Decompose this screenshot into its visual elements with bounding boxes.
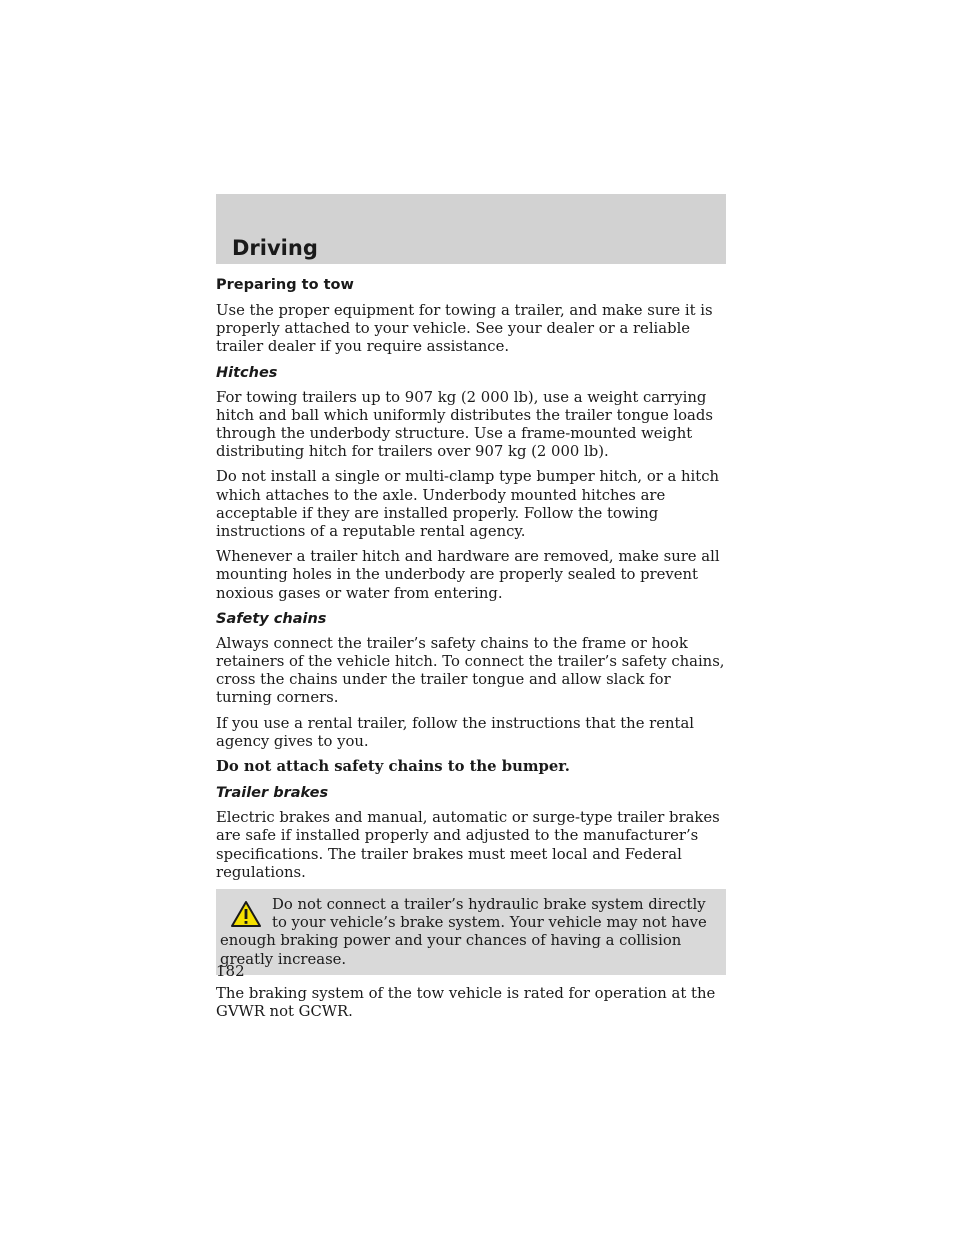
paragraph-trailer-brakes-2: The braking system of the tow vehicle is rated for operation at the GVWR not GCWR. <box>216 984 716 1021</box>
section-header-band <box>216 194 726 264</box>
paragraph-hitches-2: Do not install a single or multi-clamp type bumper hitch, or a hitch which attaches to the axle. Underbody mounted hitches are acceptable if they are installed properly. Follow the towing instructions of a reputable rental agency. <box>216 468 720 541</box>
paragraph-hitches-1: For towing trailers up to 907 kg (2 000 lb), use a weight carrying hitch and ball which uniformly distributes the trailer tongue loads through the underbody structure. Use a frame-mounted weight distributing hitch for trailers over 907 kg (2 000 lb). <box>216 388 713 461</box>
paragraph-safety-chains-2: If you use a rental trailer, follow the instructions that the rental agency gives to you. <box>216 714 695 750</box>
paragraph-trailer-brakes-1: Electric brakes and manual, automatic or surge-type trailer brakes are safe if installed properly and adjusted to the manufacturer’s specifications. The trailer brakes must meet local and Federal regulations. <box>216 809 720 881</box>
heading-safety-chains: Safety chains <box>216 610 327 627</box>
warning-triangle-icon <box>230 900 262 928</box>
heading-trailer-brakes: Trailer brakes <box>216 785 329 802</box>
page-number: 182 <box>216 962 245 980</box>
heading-preparing-to-tow: Preparing to tow <box>216 277 354 293</box>
warning-box <box>216 889 726 975</box>
section-title: Driving <box>232 236 318 260</box>
paragraph-preparing-1: Use the proper equipment for towing a trailer, and make sure it is properly attached to your vehicle. See your dealer or a reliable trailer dealer if you require assistance. <box>216 302 713 356</box>
heading-hitches: Hitches <box>216 364 278 381</box>
page-content <box>216 276 726 1028</box>
paragraph-safety-chains-1: Always connect the trailer’s safety chains to the frame or hook retainers of the vehicle hitch. To connect the trailer’s safety chains, cross the chains under the trailer tongue and allow slack for turning corners. <box>216 634 725 707</box>
paragraph-hitches-3: Whenever a trailer hitch and hardware are removed, make sure all mounting holes in the underbody are properly sealed to prevent noxious gases or water from entering. <box>216 548 720 602</box>
paragraph-safety-chains-warning: Do not attach safety chains to the bumper. <box>216 758 570 776</box>
warning-text: Do not connect a trailer’s hydraulic brake system directly to your vehicle’s brake system. Your vehicle may not have enough braking power and your chances of having a collision greatly increase. <box>220 896 707 968</box>
